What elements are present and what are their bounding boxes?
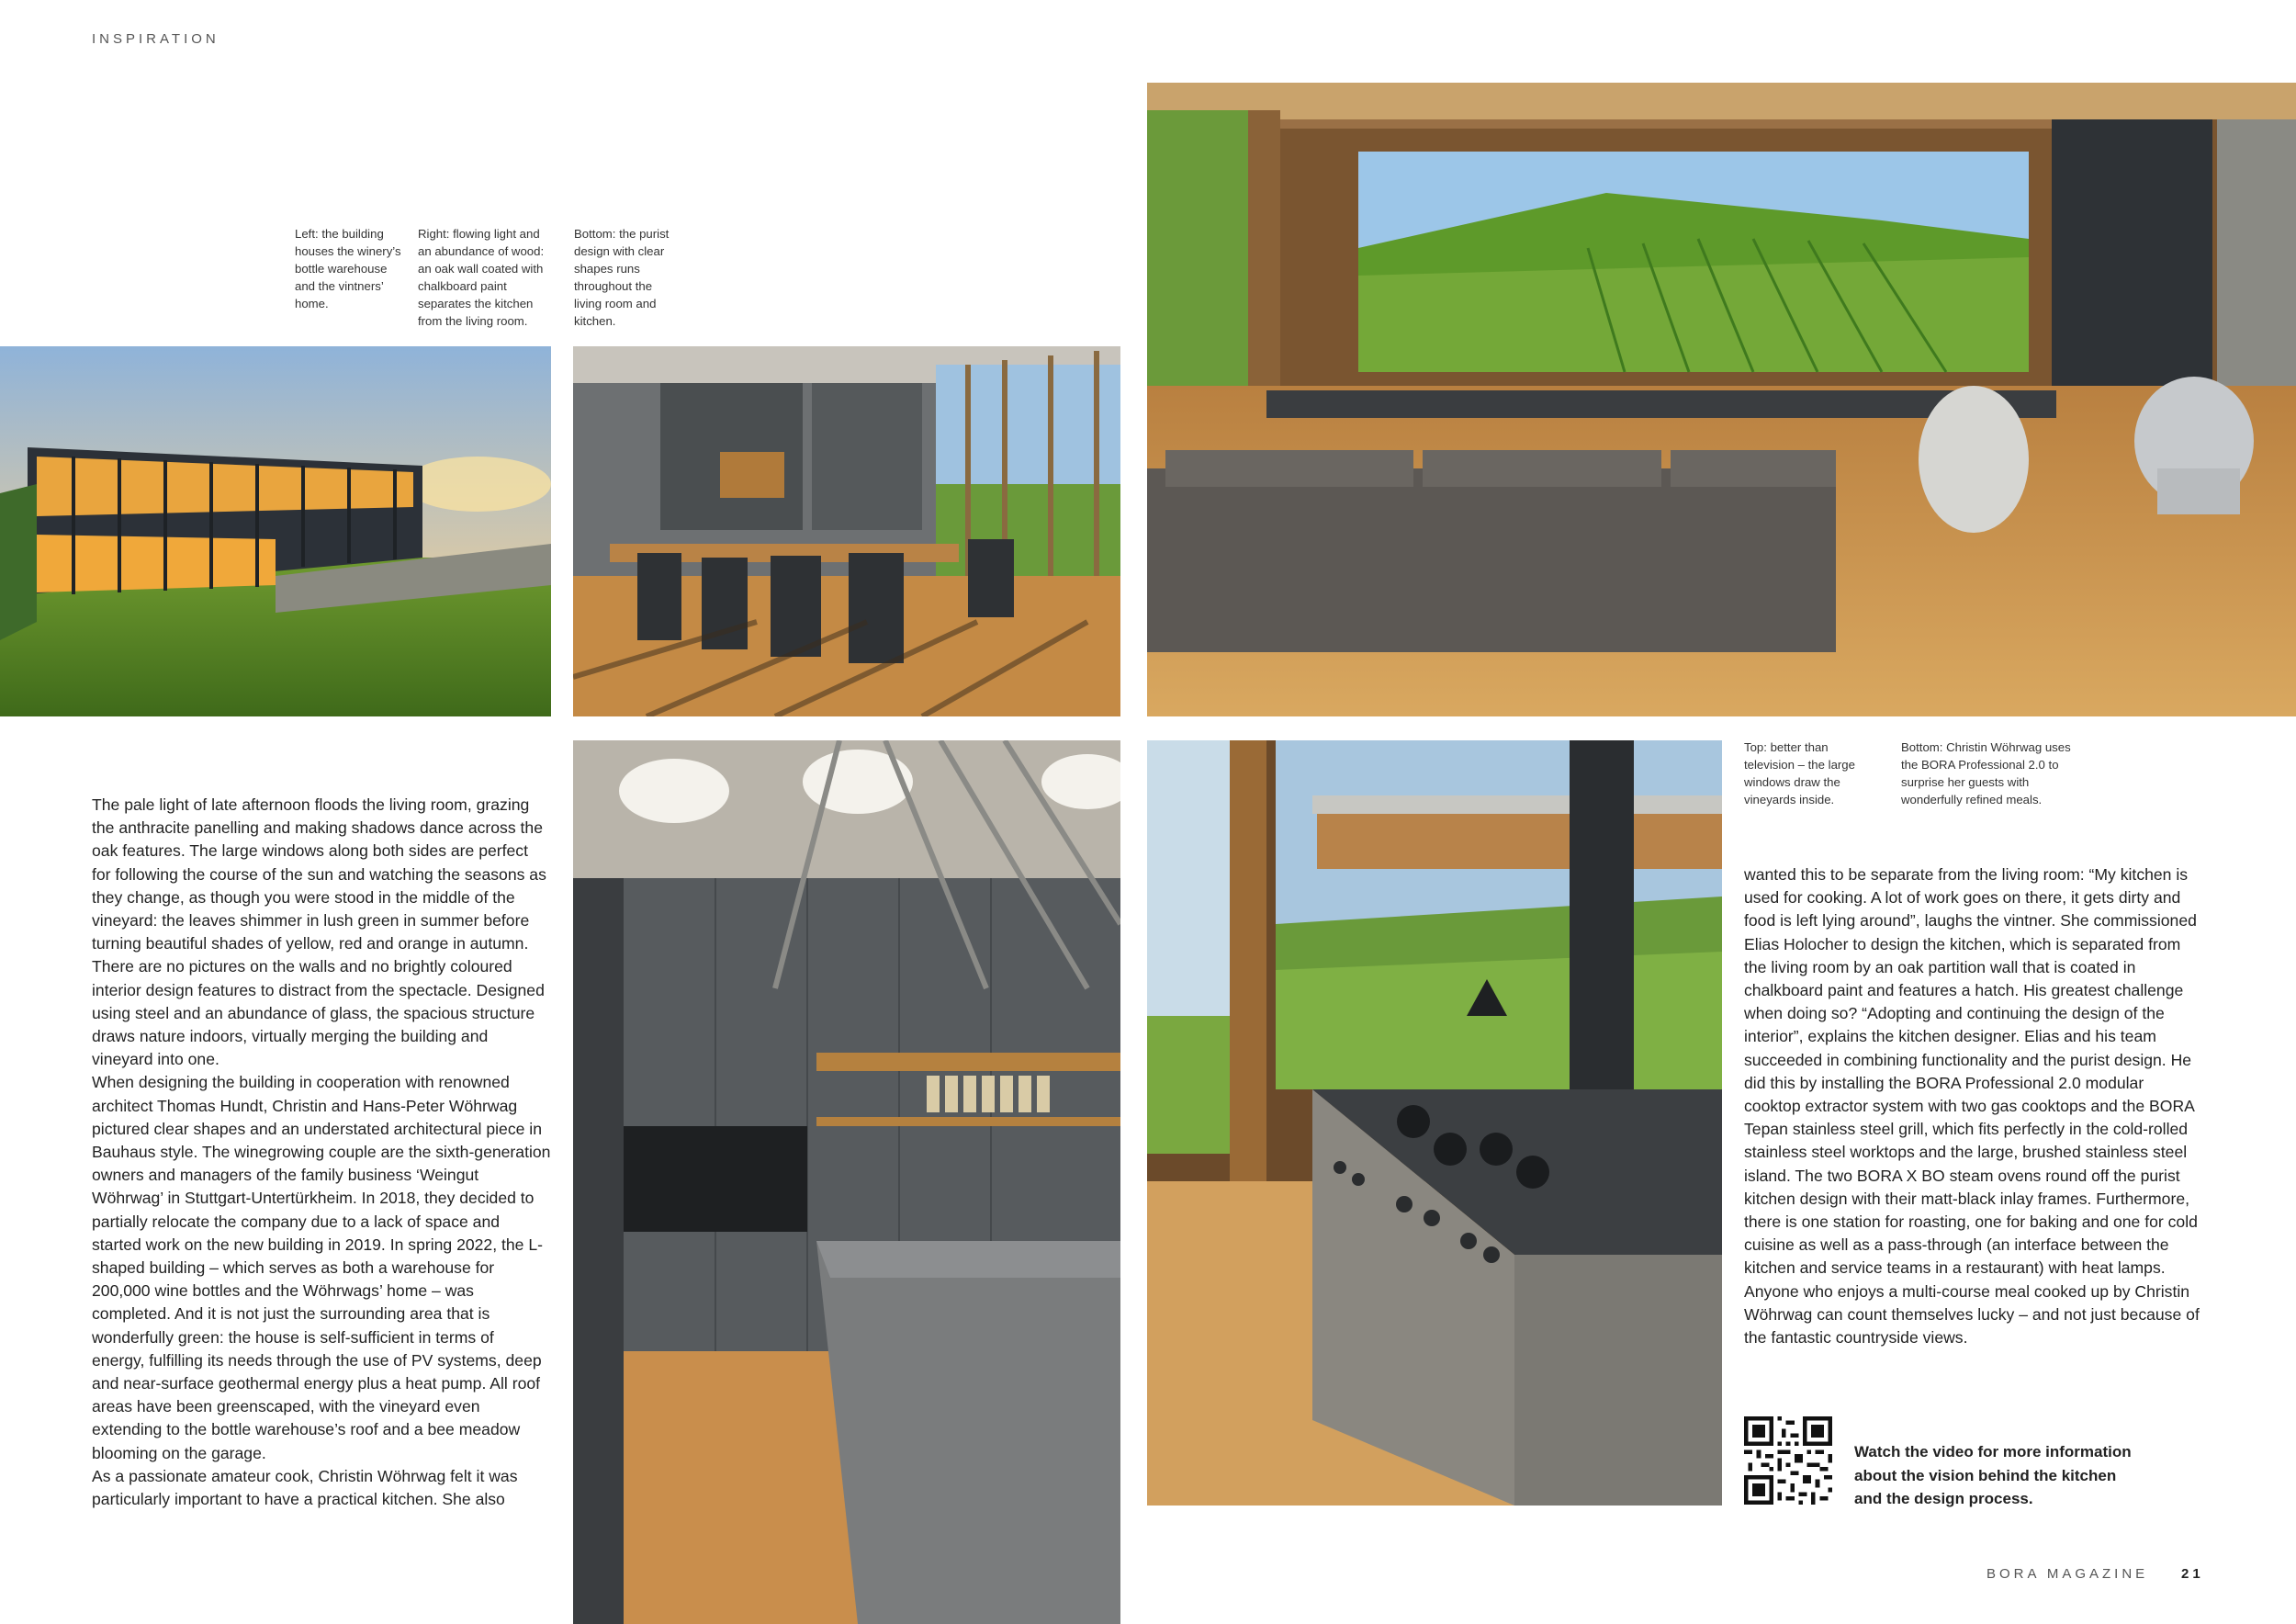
article-column-1 [92,794,551,1511]
photo-dining-area [573,346,1120,716]
qr-text-line-2: about the vision behind the kitchen [1854,1466,2117,1484]
photo-exterior-building [0,346,551,716]
article-paragraph-1: The pale light of late afternoon floods the living room, grazing the anthracite panelling and making shadows dance across the oak features. The large windows along both sides are perfect for following the course of the sun and watching the seasons as they change, as though you were stood in the middle of the vineyard: the leaves shimmer in lush green in summer before turning beautiful shades of yellow, red and orange in autumn. There are no pictures on the walls and no brightly coloured interior design features to distract from the spectacle. Designed using steel and an abundance of glass, the spacious structure draws nature indoors, virtually merging the building and vineyard into one. [92,795,546,1069]
footer-magazine-name: BORA MAGAZINE [1986,1566,2149,1582]
caption-left: Left: the building houses the winery’s bottle warehouse and the vintners’ home. [295,227,401,310]
article-paragraph-2: When designing the building in cooperation with renowned architect Thomas Hundt, Christin and Hans-Peter Wöhrwag pictured clear shapes and an understated architectural piece in Bauhaus style. The winegrowing couple are the sixth-generation owners and managers of the family business ‘Weingut Wöhrwag’ in Stuttgart-Untertürkheim. In 2018, they decided to partially relocate the company due to a lack of space and started work on the new building in 2019. In spring 2022, the L-shaped building – which serves as both a warehouse for 200,000 wine bottles and the Wöhrwags’ home – was completed. And it is not just the surrounding area that is wonderfully green: the house is self-sufficient in terms of energy, fulfilling its needs through the use of PV systems, deep and near-surface geothermal energy plus a heat pump. All roof areas have been greenscaped, with the vineyard even extending to the bottle warehouse’s roof and a bee meadow blooming on the garage. [92,1073,551,1462]
photo-kitchen-shelves [573,740,1120,1624]
caption-bottom: Bottom: the purist design with clear shapes runs throughout the living room and kitchen. [574,227,670,328]
caption-top-right: Top: better than television – the large windows draw the vineyards inside. [1744,740,1855,806]
qr-text-line-1: Watch the video for more information [1854,1443,2132,1460]
article-column-2 [1744,863,2203,1349]
caption-bottom-right: Bottom: Christin Wöhrwag uses the BORA Professional 2.0 to surprise her guests with wonderfully refined meals. [1901,740,2071,806]
qr-code[interactable] [1744,1416,1832,1505]
article-paragraph-3: As a passionate amateur cook, Christin Wöhrwag felt it was particularly important to have a practical kitchen. She also [92,1466,518,1509]
caption-right: Right: flowing light and an abundance of wood: an oak wall coated with chalkboard paint separates the kitchen from the living room. [418,227,545,328]
section-label: INSPIRATION [92,31,219,47]
qr-text-line-3: and the design process. [1854,1490,2033,1507]
article-paragraph-4: wanted this to be separate from the living room: “My kitchen is used for cooking. A lot of work goes on there, it gets dirty and food is left lying around”, laughs the vintner. She commissioned Elias Holocher to design the kitchen, which is separated from the living room by an oak partition wall that is coated in chalkboard paint and features a hatch. His greatest challenge when doing so? “Adopting and continuing the design of the interior”, explains the kitchen designer. Elias and his team succeeded in combining functionality and the purist design. He did this by installing the BORA Professional 2.0 modular cooktop extractor system with two gas cooktops and the BORA Tepan stainless steel grill, which fits perfectly in the cold-rolled stainless steel worktops and the large, brushed stainless steel island. The two BORA X BO steam ovens round off the purist kitchen design with their matt-black inlay frames. Furthermore, there is one station for roasting, one for baking and one for cold cuisine as well as a pass-through (an interface between the kitchen and service teams in a restaurant) with heat lamps. Anyone who enjoys a multi-course meal cooked up by Christin Wöhrwag can count themselves lucky – and not just because of the fantastic countryside views. [1744,865,2200,1348]
photo-living-room-vineyard [1147,83,2296,716]
page-number: 21 [2181,1566,2204,1582]
qr-call-to-action [1854,1440,2157,1511]
photo-kitchen-island-cooktop [1147,740,1722,1506]
